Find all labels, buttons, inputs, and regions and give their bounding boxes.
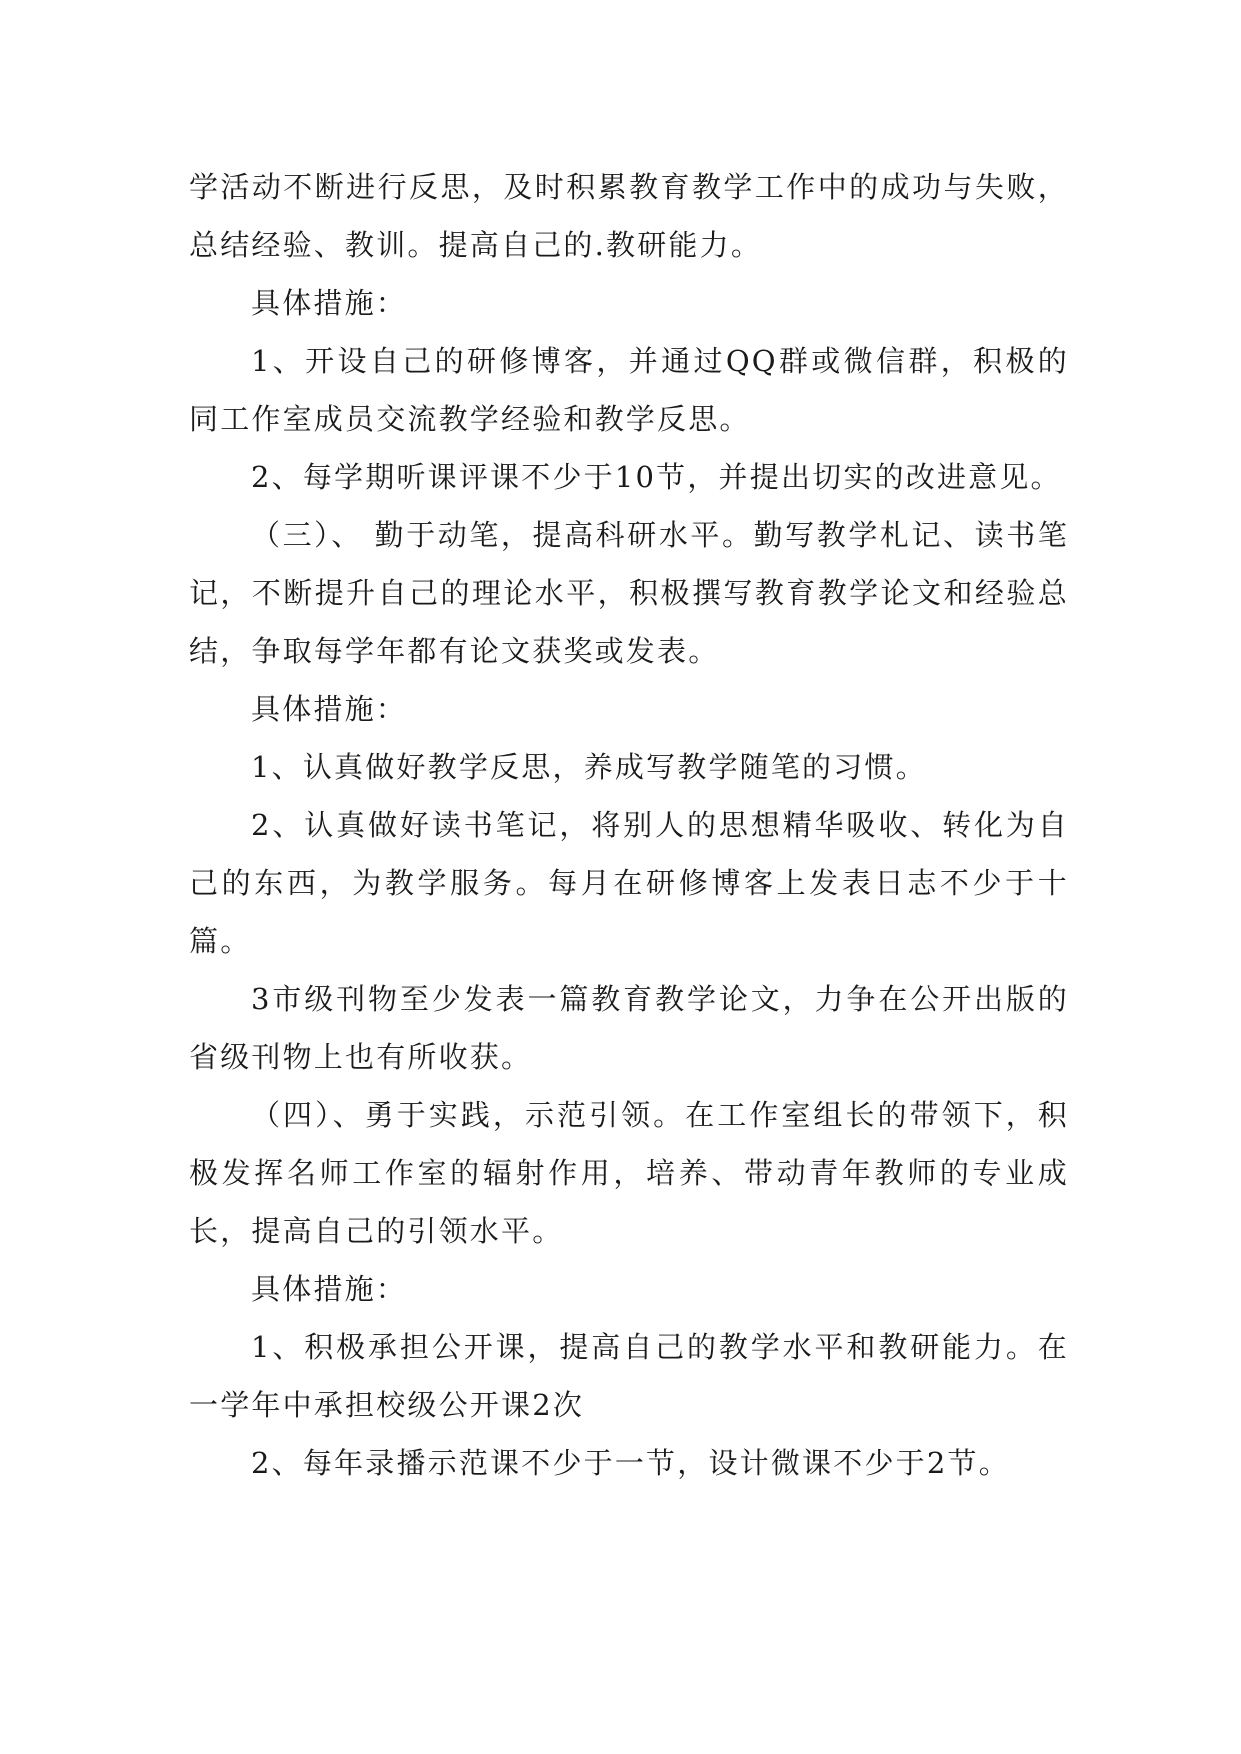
paragraph-12: 1、积极承担公开课，提高自己的教学水平和教研能力。在一学年中承担校级公开课2次: [189, 1330, 1069, 1422]
paragraph-1: 学活动不断进行反思，及时积累教育教学工作中的成功与失败，总结经验、教训。提高自己的.教研能力。: [189, 170, 1069, 262]
paragraph-9: 3市级刊物至少发表一篇教育教学论文，力争在公开出版的省级刊物上也有所收获。: [189, 982, 1069, 1074]
paragraph-13: 2、每年录播示范课不少于一节，设计微课不少于2节。: [251, 1446, 1010, 1480]
paragraph-4: 2、每学期听课评课不少于10节，并提出切实的改进意见。: [251, 460, 1062, 494]
paragraph-6: 具体措施：: [251, 692, 408, 726]
paragraph-3: 1、开设自己的研修博客，并通过QQ群或微信群，积极的同工作室成员交流教学经验和教学反思。: [189, 344, 1069, 436]
paragraph-11: 具体措施：: [251, 1272, 408, 1306]
paragraph-5: （三）、 勤于动笔，提高科研水平。勤写教学札记、读书笔记，不断提升自己的理论水平，积极撰写教育教学论文和经验总结，争取每学年都有论文获奖或发表。: [189, 518, 1069, 668]
paragraph-8: 2、认真做好读书笔记，将别人的思想精华吸收、转化为自己的东西，为教学服务。每月在研修博客上发表日志不少于十篇。: [189, 808, 1069, 958]
paragraph-7: 1、认真做好教学反思，养成写教学随笔的习惯。: [251, 750, 927, 784]
document-body: [189, 158, 1069, 1492]
paragraph-10: （四）、勇于实践，示范引领。在工作室组长的带领下，积极发挥名师工作室的辐射作用，培养、带动青年教师的专业成长，提高自己的引领水平。: [189, 1098, 1069, 1248]
paragraph-2: 具体措施：: [251, 286, 408, 320]
